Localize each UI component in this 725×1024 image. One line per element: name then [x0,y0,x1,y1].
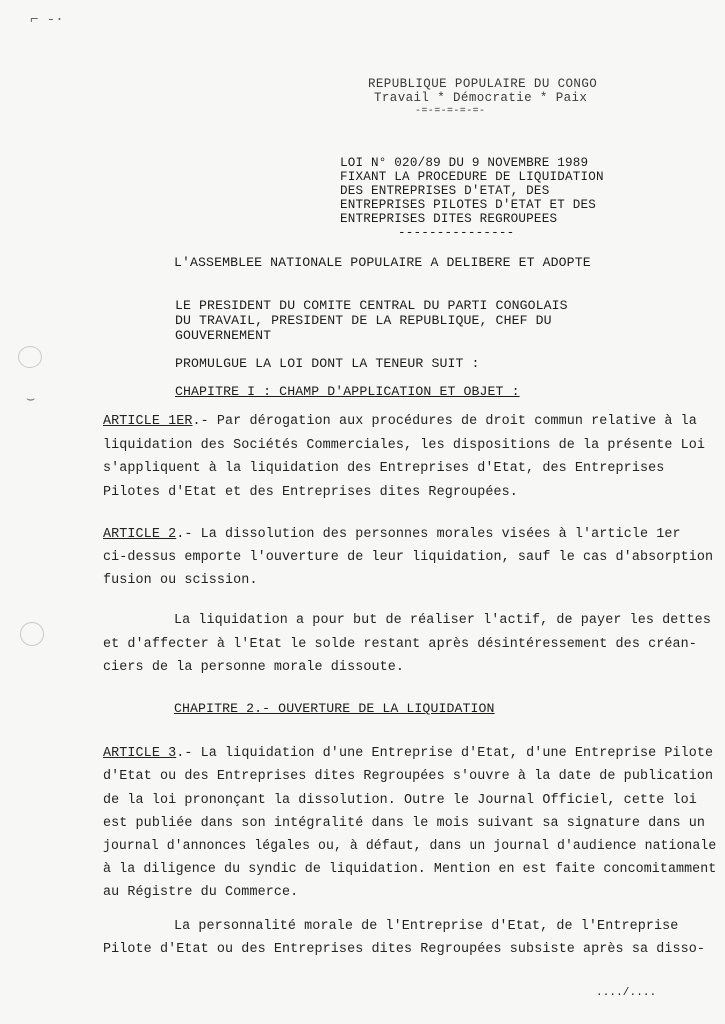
article-line: .- La dissolution des personnes morales visées à l'article 1er [176,527,681,542]
president-line: GOUVERNEMENT [175,328,272,343]
article-line: La liquidation a pour but de réaliser l'actif, de payer les dettes [174,613,711,628]
article-line: à la diligence du syndic de liquidation. Mention en est faite concomitamment [103,862,717,877]
article-line: d'Etat ou des Entreprises dites Regroupées s'ouvre à la date de publication [103,769,714,784]
article-3-label: ARTICLE 3 [103,746,177,761]
law-title-line: ENTREPRISES PILOTES D'ETAT ET DES [340,198,596,212]
article-line: au Régistre du Commerce. [103,885,299,900]
corner-mark: ⌐ -· [30,12,64,28]
article-line: .- La liquidation d'une Entreprise d'Etat, d'une Entreprise Pilote [176,746,714,761]
article-line: journal d'annonces légales ou, à défaut, dans un journal d'audience nationale [103,839,717,854]
article-line: est publiée dans son intégralité dans le mois suivant sa signature dans un [103,816,706,831]
article-2-label: ARTICLE 2 [103,527,177,542]
law-title-line: ENTREPRISES DITES REGROUPEES [340,212,558,226]
punch-mark: ⌣ [26,392,36,408]
article-line: de la loi prononçant la dissolution. Outre le Journal Officiel, cette loi [103,793,697,808]
article-line: Pilote d'Etat ou des Entreprises dites Regroupées subsiste après sa disso- [103,942,706,957]
promulgation: PROMULGUE LA LOI DONT LA TENEUR SUIT : [175,356,480,371]
law-title-line: LOI N° 020/89 DU 9 NOVEMBRE 1989 [340,156,589,170]
article-line: Pilotes d'Etat et des Entreprises dites Regroupées. [103,485,518,500]
article-line: ciers de la personne morale dissoute. [103,660,405,675]
republic-header: REPUBLIQUE POPULAIRE DU CONGO [368,77,598,91]
law-title-separator: --------------- [398,226,515,240]
president-line: LE PRESIDENT DU COMITE CENTRAL DU PARTI CONGOLAIS [175,298,568,313]
law-title-line: FIXANT LA PROCEDURE DE LIQUIDATION [340,170,604,184]
article-line: La personnalité morale de l'Entreprise d'Etat, de l'Entreprise [174,919,679,934]
article-line: fusion ou scission. [103,573,258,588]
motto: Travail * Démocratie * Paix [374,91,588,105]
article-line: liquidation des Sociétés Commerciales, les dispositions de la présente Loi [103,438,706,453]
law-title-line: DES ENTREPRISES D'ETAT, DES [340,184,550,198]
president-line: DU TRAVAIL, PRESIDENT DE LA REPUBLIQUE, CHEF DU [175,313,552,328]
chapter-1-heading: CHAPITRE I : CHAMP D'APPLICATION ET OBJET : [175,384,520,399]
article-line: ci-dessus emporte l'ouverture de leur liquidation, sauf le cas d'absorption [103,550,714,565]
punch-hole [18,346,42,368]
assembly-statement: L'ASSEMBLEE NATIONALE POPULAIRE A DELIBERE ET ADOPTE [174,255,591,270]
chapter-2-heading: CHAPITRE 2.- OUVERTURE DE LA LIQUIDATION [174,701,495,716]
header-separator: -=-=-=-=-=- [415,106,486,117]
article-line: s'appliquent à la liquidation des Entreprises d'Etat, des Entreprises [103,461,665,476]
article-line: et d'affecter à l'Etat le solde restant après désintéressement des créan- [103,637,697,652]
page-continuation: ..../.... [596,987,657,999]
article-1-label: ARTICLE 1ER [103,414,193,429]
punch-hole [20,622,44,646]
article-line: .- Par dérogation aux procédures de droit commun relative à la [192,414,697,429]
